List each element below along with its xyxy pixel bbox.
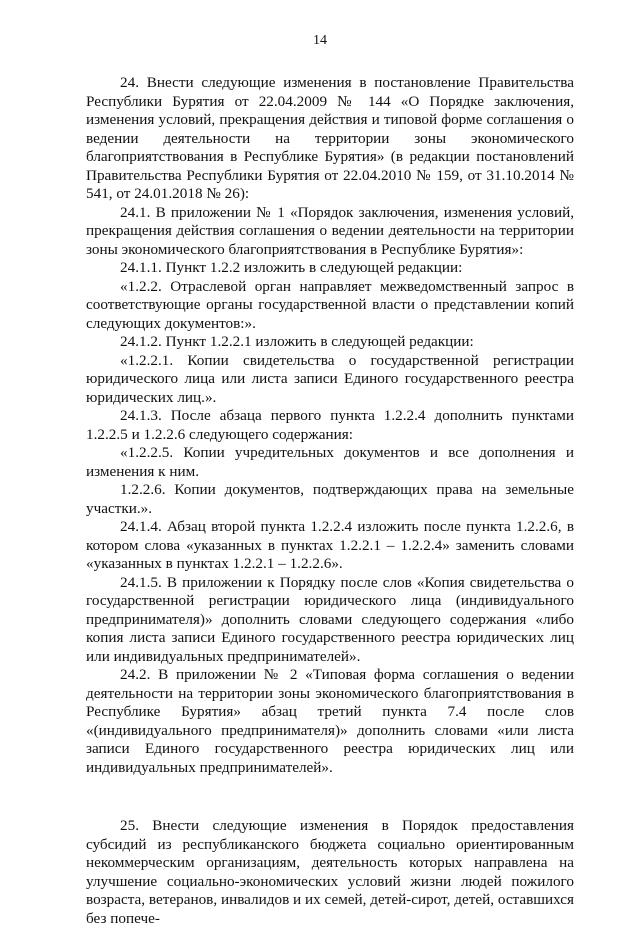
paragraph-quote-1-2-2-6: 1.2.2.6. Копии документов, подтверждающих права на земельные участки.».	[86, 481, 574, 517]
paragraph-24-1-2: 24.1.2. Пункт 1.2.2.1 изложить в следующей редакции:	[120, 333, 474, 350]
page-number: 14	[313, 33, 327, 48]
paragraph-quote-1-2-2-5: «1.2.2.5. Копии учредительных документов и все дополнения и изменения к ним.	[86, 444, 574, 480]
paragraph-quote-1-2-2-1: «1.2.2.1. Копии свидетельства о государственной регистрации юридического лица или листа записи Единого государственного реестра юридических лиц.».	[86, 351, 574, 406]
paragraph-24-1-1: 24.1.1. Пункт 1.2.2 изложить в следующей редакции:	[120, 259, 463, 276]
document-body	[86, 74, 574, 928]
paragraph-25: 25. Внести следующие изменения в Порядок предоставления субсидий из республиканского бюджета социально ориентированным некоммерческим организациям, деятельность которых направлена на улучшение социально-экономических условий жизни людей пожилого возраста, ветеранов, инвалидов и их семей, детей-сирот, детей, оставшихся без попече-	[86, 817, 574, 927]
section-spacer	[86, 777, 574, 817]
paragraph-24-1: 24.1. В приложении № 1 «Порядок заключения, изменения условий, прекращения действия соглашения о ведении деятельности на территории зоны экономического благоприятствования в Республике Бурятия»:	[86, 203, 574, 258]
paragraph-24: 24. Внести следующие изменения в постановление Правительства Республики Бурятия от 22.04.2009 № 144 «О Порядке заключения, изменения условий, прекращения действия и типовой форме соглашения о ведении деятельности на территории зоны экономического благоприятствования в Республике Бурятия» (в редакции постановлений Правительства Республики Бурятия от 22.04.2010 № 159, от 31.10.2014 № 541, от 24.01.2018 № 26):	[86, 74, 574, 202]
paragraph-24-1-5: 24.1.5. В приложении к Порядку после слов «Копия свидетельства о государственной регистрации юридического лица (индивидуального предпринимателя)» дополнить словами следующего содержания «либо копия листа записи Единого государственного реестра юридических лиц или индивидуальных предпринимателей».	[86, 573, 574, 665]
paragraph-quote-1-2-2: «1.2.2. Отраслевой орган направляет межведомственный запрос в соответствующие органы государственной власти о представлении копий следующих документов:».	[86, 277, 574, 332]
paragraph-24-2: 24.2. В приложении № 2 «Типовая форма соглашения о ведении деятельности на территории зоны экономического благоприятствования в Республике Бурятия» абзац третий пункта 7.4 после слов «(индивидуального предпринимателя)» дополнить словами «или листа записи Единого государственного реестра юридических лиц или индивидуальных предпринимателей».	[86, 666, 574, 776]
paragraph-24-1-3: 24.1.3. После абзаца первого пункта 1.2.2.4 дополнить пунктами 1.2.2.5 и 1.2.2.6 следующего содержания:	[86, 407, 574, 443]
paragraph-24-1-4: 24.1.4. Абзац второй пункта 1.2.2.4 изложить после пункта 1.2.2.6, в котором слова «указанных в пунктах 1.2.2.1 – 1.2.2.4» заменить словами «указанных в пунктах 1.2.2.1 – 1.2.2.6».	[86, 518, 574, 572]
